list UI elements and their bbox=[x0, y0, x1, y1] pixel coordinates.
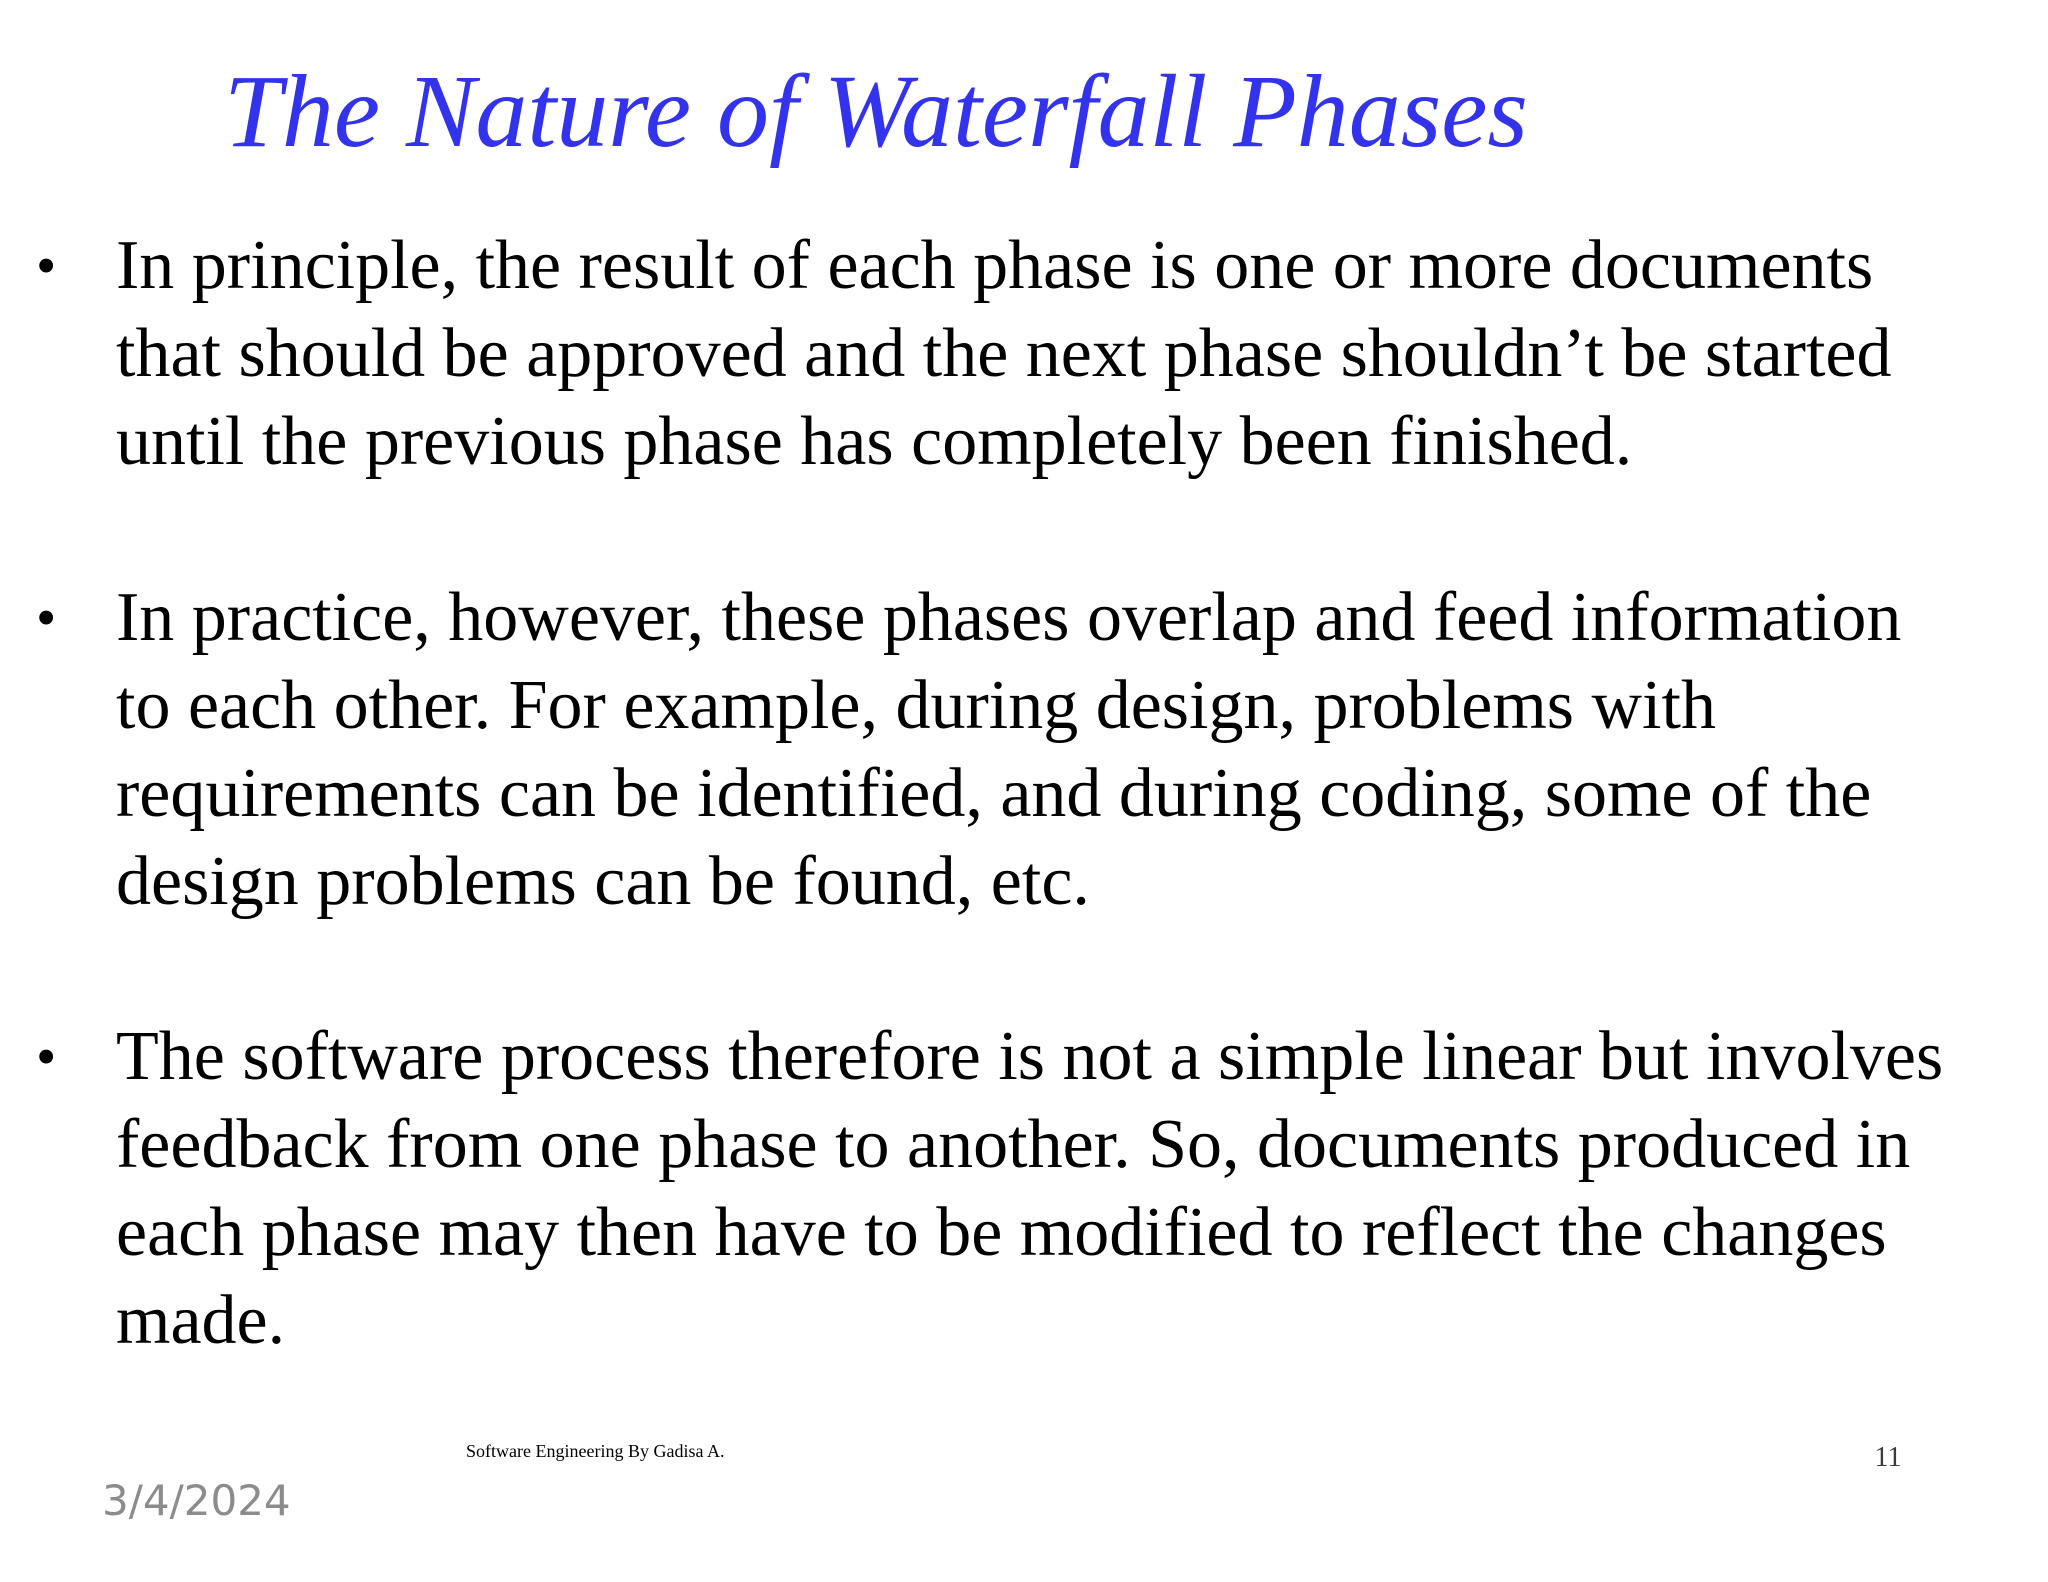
bullet-text bbox=[116, 222, 2026, 486]
bullet-icon: • bbox=[36, 1024, 57, 1089]
bullet-line: In practice, however, these phases overlap and feed information bbox=[116, 579, 1902, 656]
bullet-text bbox=[116, 574, 2026, 926]
bullet-line: feedback from one phase to another. So, documents produced in bbox=[116, 1106, 1911, 1183]
bullet-icon: • bbox=[36, 233, 57, 298]
page-number: 11 bbox=[1874, 1442, 1902, 1473]
bullet-line: made. bbox=[116, 1282, 286, 1359]
footer-text: Software Engineering By Gadisa A. bbox=[466, 1441, 725, 1461]
bullet-line: requirements can be identified, and during coding, some of the bbox=[116, 755, 1872, 832]
bullet-line: each phase may then have to be modified to reflect the changes bbox=[116, 1194, 1887, 1271]
bullet-line: In principle, the result of each phase is one or more documents bbox=[116, 227, 1874, 304]
slide-date: 3/4/2024 bbox=[102, 1476, 291, 1525]
slide-title: The Nature of Waterfall Phases bbox=[224, 54, 1528, 169]
bullet-line: that should be approved and the next phase shouldn’t be started bbox=[116, 315, 1892, 392]
bullet-line: until the previous phase has completely been finished. bbox=[116, 403, 1633, 480]
bullet-line: to each other. For example, during design, problems with bbox=[116, 667, 1716, 744]
bullet-icon: • bbox=[36, 585, 57, 650]
bullet-line: design problems can be found, etc. bbox=[116, 843, 1090, 920]
bullet-line: The software process therefore is not a simple linear but involves bbox=[116, 1018, 1944, 1095]
bullet-text bbox=[116, 1013, 2026, 1365]
